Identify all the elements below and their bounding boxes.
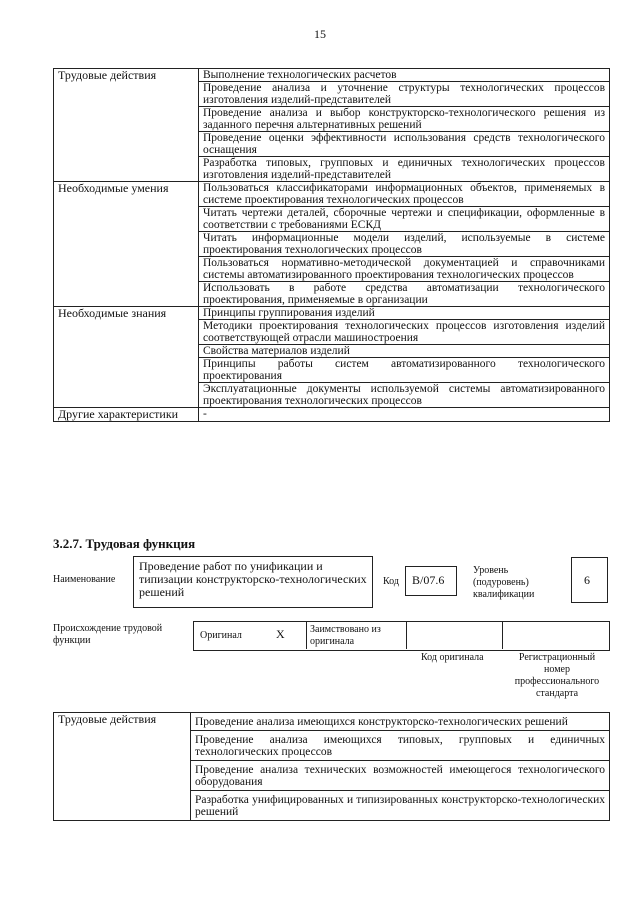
code-value: B/07.6 xyxy=(412,573,445,587)
table-cell: Пользоваться нормативно-методической документацией и справочниками системы автоматизированного проектирования технологических процессов xyxy=(199,257,610,282)
table-cell: Использовать в работе средства автоматизации технологического проектирования, применяемые в организации xyxy=(199,282,610,307)
original-label: Оригинал xyxy=(200,630,242,641)
labor-actions-table xyxy=(53,712,610,821)
table-row xyxy=(54,307,610,320)
row-label: Трудовые действия xyxy=(54,713,191,821)
divider xyxy=(306,621,307,649)
table-cell: Читать информационные модели изделий, используемые в системе проектирования технологических процессов xyxy=(199,232,610,257)
row-label: Трудовые действия xyxy=(54,69,199,182)
page-number: 15 xyxy=(314,27,326,41)
table-row xyxy=(54,713,610,731)
section-heading: 3.2.7. Трудовая функция xyxy=(53,536,196,551)
table-cell: Проведение оценки эффективности использования средств технологического оснащения xyxy=(199,132,610,157)
row-label: Необходимые знания xyxy=(54,307,199,408)
table-cell: Принципы работы систем автоматизированного технологического проектирования xyxy=(199,358,610,383)
table-cell: Разработка унифицированных и типизированных конструкторско-технологических решений xyxy=(191,791,610,821)
table-cell: Принципы группирования изделий xyxy=(199,307,610,320)
table-row xyxy=(54,408,610,422)
competency-table xyxy=(53,68,610,422)
table-cell: Проведение анализа технических возможностей имеющегося технологического оборудования xyxy=(191,761,610,791)
table-cell: Свойства материалов изделий xyxy=(199,345,610,358)
origin-label: Происхождение трудовой функции xyxy=(53,623,163,646)
table-cell: Проведение анализа и выбор конструкторско-технологического решения из заданного перечня альтернативных решений xyxy=(199,107,610,132)
divider xyxy=(502,621,503,649)
table-cell: Проведение анализа имеющихся конструкторско-технологических решений xyxy=(191,713,610,731)
row-label: Другие характеристики xyxy=(54,408,199,422)
table-row xyxy=(54,69,610,82)
original-mark: X xyxy=(276,627,285,641)
function-name: Проведение работ по унификации и типизации конструкторско-технологических решений xyxy=(139,559,367,599)
table-cell: Проведение анализа и уточнение структуры технологических процессов изготовления изделий-представителей xyxy=(199,82,610,107)
code-label: Код xyxy=(383,576,399,587)
name-label: Наименование xyxy=(53,574,116,585)
level-label: Уровень (подуровень) квалификации xyxy=(473,565,535,600)
table-cell: Эксплуатационные документы используемой системы автоматизированного проектирования технологических процессов xyxy=(199,383,610,408)
divider xyxy=(406,621,407,649)
row-label: Необходимые умения xyxy=(54,182,199,307)
table-cell: Выполнение технологических расчетов xyxy=(199,69,610,82)
table-cell: Пользоваться классификаторами информационных объектов, применяемых в системе проектирования технологических процессов xyxy=(199,182,610,207)
level-value: 6 xyxy=(584,573,590,587)
reg-number-caption: Регистрационный номер профессионального стандарта xyxy=(514,652,600,699)
table-row xyxy=(54,182,610,207)
table-cell: Разработка типовых, групповых и единичных технологических процессов изготовления изделий-представителей xyxy=(199,157,610,182)
borrowed-label: Заимствовано из оригинала xyxy=(310,624,381,647)
table-cell: - xyxy=(199,408,610,422)
code-original-caption: Код оригинала xyxy=(421,652,484,663)
table-cell: Методики проектирования технологических процессов изготовления изделий соответствующей отрасли машиностроения xyxy=(199,320,610,345)
table-cell: Читать чертежи деталей, сборочные чертежи и спецификации, оформленные в соответствии с требованиями ЕСКД xyxy=(199,207,610,232)
table-cell: Проведение анализа имеющихся типовых, групповых и единичных технологических процессов xyxy=(191,731,610,761)
